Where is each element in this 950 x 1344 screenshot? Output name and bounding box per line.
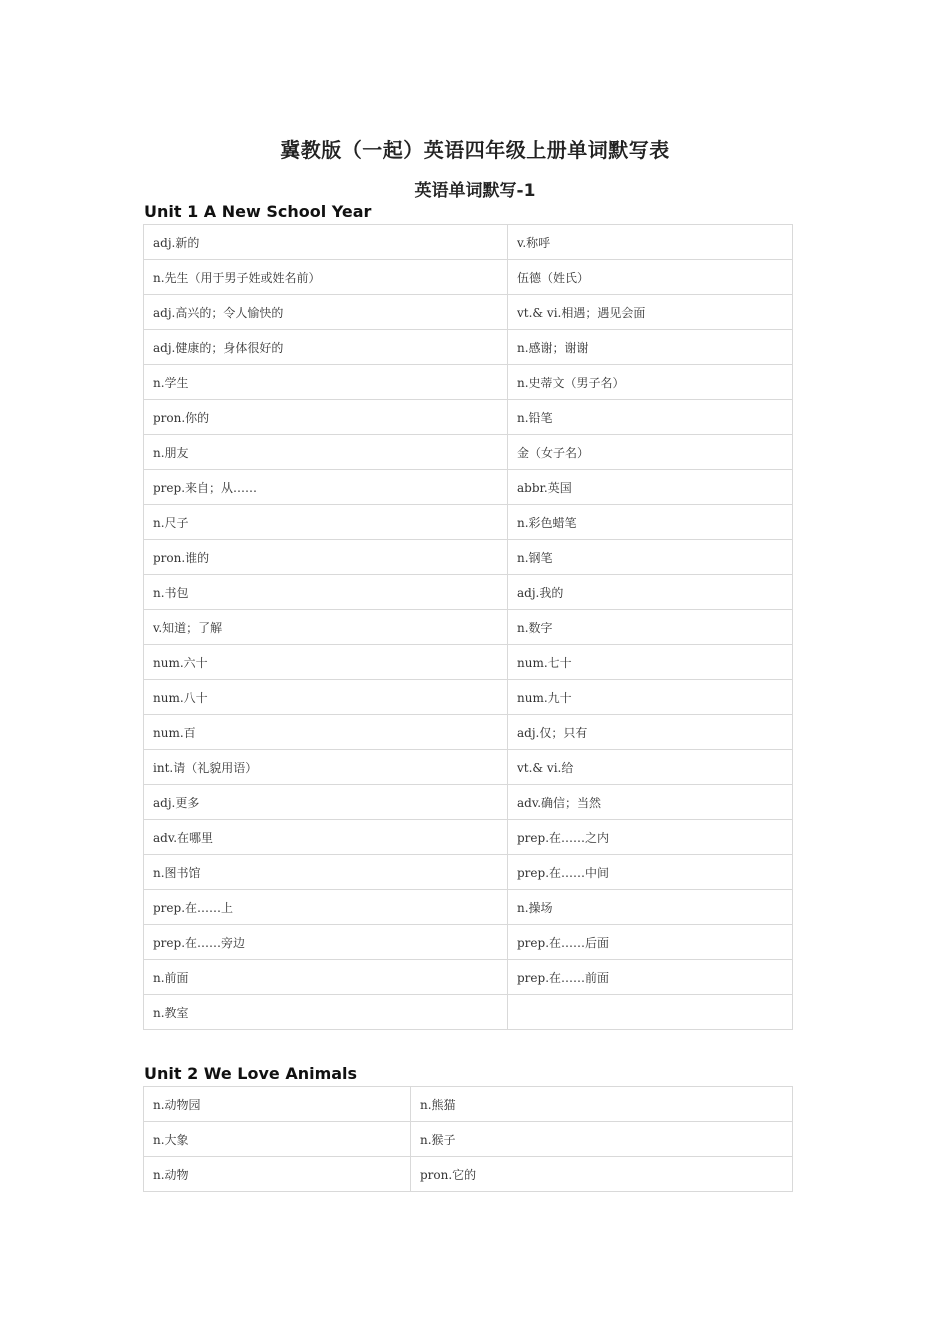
word-meaning-cell-right: n.感谢；谢谢: [508, 330, 793, 365]
word-meaning-cell-right: n.猴子: [411, 1122, 793, 1157]
table-row: [144, 225, 793, 260]
table-row: [144, 680, 793, 715]
word-meaning-cell-right: prep.在……中间: [508, 855, 793, 890]
word-meaning-cell-right: pron.它的: [411, 1157, 793, 1192]
word-meaning-cell-left: n.书包: [144, 575, 508, 610]
word-meaning-cell-right: abbr.英国: [508, 470, 793, 505]
table-row: [144, 855, 793, 890]
word-meaning-cell-right: n.铅笔: [508, 400, 793, 435]
table-row: [144, 995, 793, 1030]
word-meaning-cell-left: n.前面: [144, 960, 508, 995]
word-meaning-cell-left: n.大象: [144, 1122, 411, 1157]
word-meaning-cell-right: adv.确信；当然: [508, 785, 793, 820]
table-row: [144, 540, 793, 575]
table-row: [144, 785, 793, 820]
word-meaning-cell-left: int.请（礼貌用语）: [144, 750, 508, 785]
word-meaning-cell-right: prep.在……后面: [508, 925, 793, 960]
table-row: [144, 295, 793, 330]
unit-1-vocab-table: [143, 224, 793, 1030]
table-row: [144, 1087, 793, 1122]
word-meaning-cell-right: n.操场: [508, 890, 793, 925]
word-meaning-cell-right: n.数字: [508, 610, 793, 645]
table-row: [144, 330, 793, 365]
table-row: [144, 505, 793, 540]
word-meaning-cell-right: prep.在……之内: [508, 820, 793, 855]
table-row: [144, 435, 793, 470]
word-meaning-cell-left: adj.健康的；身体很好的: [144, 330, 508, 365]
word-meaning-cell-left: n.动物园: [144, 1087, 411, 1122]
table-row: [144, 715, 793, 750]
word-meaning-cell-left: n.图书馆: [144, 855, 508, 890]
word-meaning-cell-left: prep.在……旁边: [144, 925, 508, 960]
word-meaning-cell-right: vt.& vi.相遇；遇见会面: [508, 295, 793, 330]
unit-1-heading: Unit 1 A New School Year: [144, 202, 372, 221]
word-meaning-cell-left: n.学生: [144, 365, 508, 400]
word-meaning-cell-right: 伍德（姓氏）: [508, 260, 793, 295]
word-meaning-cell-left: n.教室: [144, 995, 508, 1030]
word-meaning-cell-right: adj.我的: [508, 575, 793, 610]
word-meaning-cell-right: vt.& vi.给: [508, 750, 793, 785]
table-row: [144, 750, 793, 785]
word-meaning-cell-left: pron.谁的: [144, 540, 508, 575]
table-row: [144, 470, 793, 505]
table-row: [144, 260, 793, 295]
table-row: [144, 890, 793, 925]
unit-2-heading: Unit 2 We Love Animals: [144, 1064, 358, 1083]
word-meaning-cell-left: n.朋友: [144, 435, 508, 470]
word-meaning-cell-right: 金（女子名）: [508, 435, 793, 470]
word-meaning-cell-left: adj.新的: [144, 225, 508, 260]
word-meaning-cell-right: prep.在……前面: [508, 960, 793, 995]
table-row: [144, 575, 793, 610]
word-meaning-cell-left: adj.更多: [144, 785, 508, 820]
word-meaning-cell-left: n.先生（用于男子姓或姓名前）: [144, 260, 508, 295]
table-row: [144, 960, 793, 995]
word-meaning-cell-left: prep.来自；从……: [144, 470, 508, 505]
document-subtitle: 英语单词默写-1: [414, 181, 536, 201]
table-row: [144, 925, 793, 960]
table-row: [144, 400, 793, 435]
table-row: [144, 365, 793, 400]
unit-2-vocab-table: [143, 1086, 793, 1192]
word-meaning-cell-right: n.史蒂文（男子名）: [508, 365, 793, 400]
word-meaning-cell-left: n.动物: [144, 1157, 411, 1192]
word-meaning-cell-left: num.百: [144, 715, 508, 750]
table-row: [144, 820, 793, 855]
unit-1-table-body: [144, 225, 793, 1030]
word-meaning-cell-right: n.钢笔: [508, 540, 793, 575]
table-row: [144, 610, 793, 645]
word-meaning-cell-left: adv.在哪里: [144, 820, 508, 855]
table-row: [144, 1122, 793, 1157]
word-meaning-cell-left: num.六十: [144, 645, 508, 680]
word-meaning-cell-right: adj.仅；只有: [508, 715, 793, 750]
word-meaning-cell-right: v.称呼: [508, 225, 793, 260]
word-meaning-cell-left: v.知道；了解: [144, 610, 508, 645]
document-title: 冀教版（一起）英语四年级上册单词默写表: [280, 138, 670, 162]
word-meaning-cell-right: n.熊猫: [411, 1087, 793, 1122]
word-meaning-cell-left: adj.高兴的；令人愉快的: [144, 295, 508, 330]
word-meaning-cell-left: pron.你的: [144, 400, 508, 435]
word-meaning-cell-right: n.彩色蜡笔: [508, 505, 793, 540]
word-meaning-cell-left: num.八十: [144, 680, 508, 715]
table-row: [144, 645, 793, 680]
unit-2-table-body: [144, 1087, 793, 1192]
word-meaning-cell-right: [508, 995, 793, 1030]
table-row: [144, 1157, 793, 1192]
word-meaning-cell-left: n.尺子: [144, 505, 508, 540]
word-meaning-cell-right: num.七十: [508, 645, 793, 680]
word-meaning-cell-left: prep.在……上: [144, 890, 508, 925]
word-meaning-cell-right: num.九十: [508, 680, 793, 715]
